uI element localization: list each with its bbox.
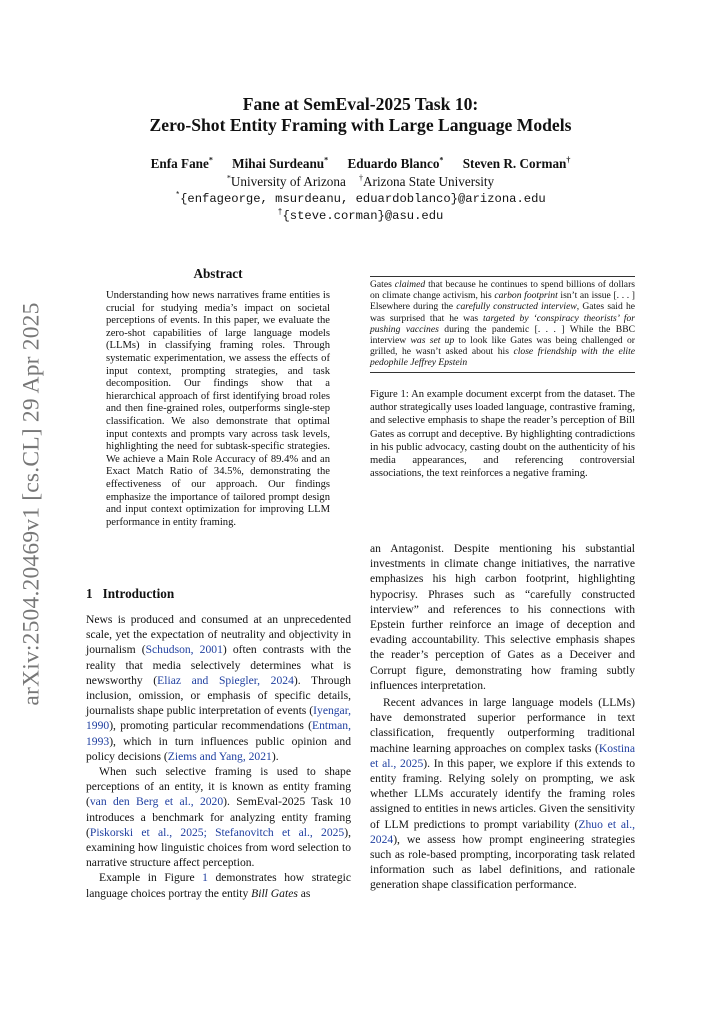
figure-1-excerpt: Gates claimed that because he continues to spend billions of dollars on climate change activism, his carbon footprint isn’t an issue [. . . ] Elsewhere during the carefully constructed interview, Gates said he was surprised that he was targeted by ‘conspiracy theorists’ for pushing vaccines during the pandemic [. . . ] While the BBC interview was set up to look like Gates was being challenged or grilled, he wasn’t asked about his close friendship with the elite pedophile Jeffrey Epstein (370, 276, 635, 373)
right-paragraph-1: an Antagonist. Despite mentioning his substantial investments in climate change initiatives, the narrative emphasizes his high carbon footprint, highlighting hypocrisy. Phrases such as “carefully constructed interview” and references to his connections with Epstein further reinforce an image of deception and evading accountability. This selective emphasis shapes the reader’s perception of Gates as a Deceiver and Corrupt figure, demonstrating how framing subtly influences interpretation. (370, 542, 635, 692)
citation-link[interactable]: Piskorski et al., 2025; Stefanovitch et al., 2025 (89, 825, 345, 839)
abstract-heading: Abstract (193, 266, 243, 281)
figure-reference-link[interactable]: 1 (202, 871, 208, 885)
arxiv-sidebar (17, 302, 47, 706)
figure-1-caption: Figure 1: An example document excerpt from the dataset. The author strategically uses loaded language, contrastive framing, and selective emphasis to shape the reader’s perception of Bill Gates as corrupt and deceptive. By highlighting contradictions in his public advocacy, casting doubt on the authenticity of his media appearances, and referencing controversial associations, the text reinforces a negative framing. (370, 389, 635, 480)
citation-link[interactable]: Schudson, 2001 (145, 643, 223, 657)
citation-link[interactable]: Ziems and Yang, 2021 (167, 749, 272, 763)
citation-link[interactable]: Eliaz and Spiegler, 2024 (157, 673, 294, 687)
intro-paragraph-1: News is produced and consumed at an unprecedented scale, yet the expectation of neutrality and objectivity in journalism (Schudson, 2001) often contrasts with the reality that media selectively determines what is newsworthy (Eliaz and Spiegler, 2024). Through inclusion, omission, or emphasis of specific details, journalists shape public interpretation of events (Iyengar, 1990), promoting particular recommendations (Entman, 1993), which in turn influences public opinion and policy decisions (Ziems and Yang, 2021). (86, 613, 352, 763)
author: Mihai Surdeanu* (232, 155, 329, 171)
author: Eduardo Blanco* (347, 155, 444, 171)
paper-title-line-1: Fane at SemEval-2025 Task 10: (242, 94, 479, 114)
paper-title-line-2: Zero-Shot Entity Framing with Large Language Models (149, 115, 572, 135)
email-line-arizona: *{enfageorge, msurdeanu, eduardoblanco}@arizona.edu (175, 190, 546, 206)
arxiv-identifier: arXiv:2504.20469v1 [cs.CL] 29 Apr 2025 (18, 302, 45, 706)
citation-link[interactable]: Kostina et al., 2025 (370, 741, 635, 770)
right-paragraph-2: Recent advances in large language models (LLMs) have demonstrated superior performance in text classification, frequently outperforming traditional machine learning approaches on complex tasks (Kostina et al., 2025). In this paper, we explore if this extends to entity framing. Relying solely on prompting, we ask whether LLMs accurately identify the framing roles assigned to entities in news articles. Given the sensitivity of LLM predictions to prompt variability (Zhuo et al., 2024), we assess how prompt engineering strategies such as role-based prompting, incorporating task related information such as label definitions, and rationale generation shape classification performance. (370, 696, 636, 892)
author: Enfa Fane* (150, 155, 213, 171)
section-heading-introduction: 1 Introduction (86, 586, 175, 601)
affiliation-arizona: University of Arizona (230, 174, 346, 189)
citation-link[interactable]: Iyengar, 1990 (86, 704, 351, 733)
citation-link[interactable]: van den Berg et al., 2020 (89, 795, 224, 809)
citation-link[interactable]: Zhuo et al., 2024 (370, 817, 635, 846)
intro-paragraph-2: When such selective framing is used to shape perceptions of an entity, it is known as entity framing (van den Berg et al., 2020). SemEval-2025 Task 10 introduces a benchmark for analyzing entity framing (Piskorski et al., 2025; Stefanovitch et al., 2025), examining how linguistic choices from word selection to narrative structure affect perception. (86, 765, 351, 870)
author: Steven R. Corman† (462, 155, 571, 171)
right-column-body (370, 541, 635, 893)
citation-link[interactable]: Entman, 1993 (86, 719, 351, 748)
introduction-body (86, 612, 351, 901)
abstract-text: Understanding how news narratives frame entities is crucial for studying media’s impact on societal perceptions of events. In this paper, we evaluate the zero-shot capabilities of large language models (LLMs) in classifying framing roles. Through systematic experimentation, we assess the effects of input context, prompting strategies, and task decomposition. Our findings show that a hierarchical approach of first identifying broad roles and then fine-grained roles, outperforms single-step classification. We also demonstrate that optimal input contexts and prompts vary across task levels, highlighting the need for subtask-specific strategies. We achieve a Main Role Accuracy of 89.4% and an Exact Match Ratio of 34.5%, demonstrating the effectiveness of our approach. Our findings emphasize the importance of tailored prompt design and input context optimization for improving LLM performance in entity framing. (106, 290, 330, 528)
affiliation-asu: Arizona State University (363, 174, 495, 189)
affiliations: *University of Arizona †Arizona State University (226, 173, 495, 189)
intro-paragraph-3: Example in Figure 1 demonstrates how strategic language choices portray the entity Bill Gates as (86, 871, 351, 900)
author-list (0, 156, 721, 172)
email-line-asu: †{steve.corman}@asu.edu (277, 207, 444, 223)
